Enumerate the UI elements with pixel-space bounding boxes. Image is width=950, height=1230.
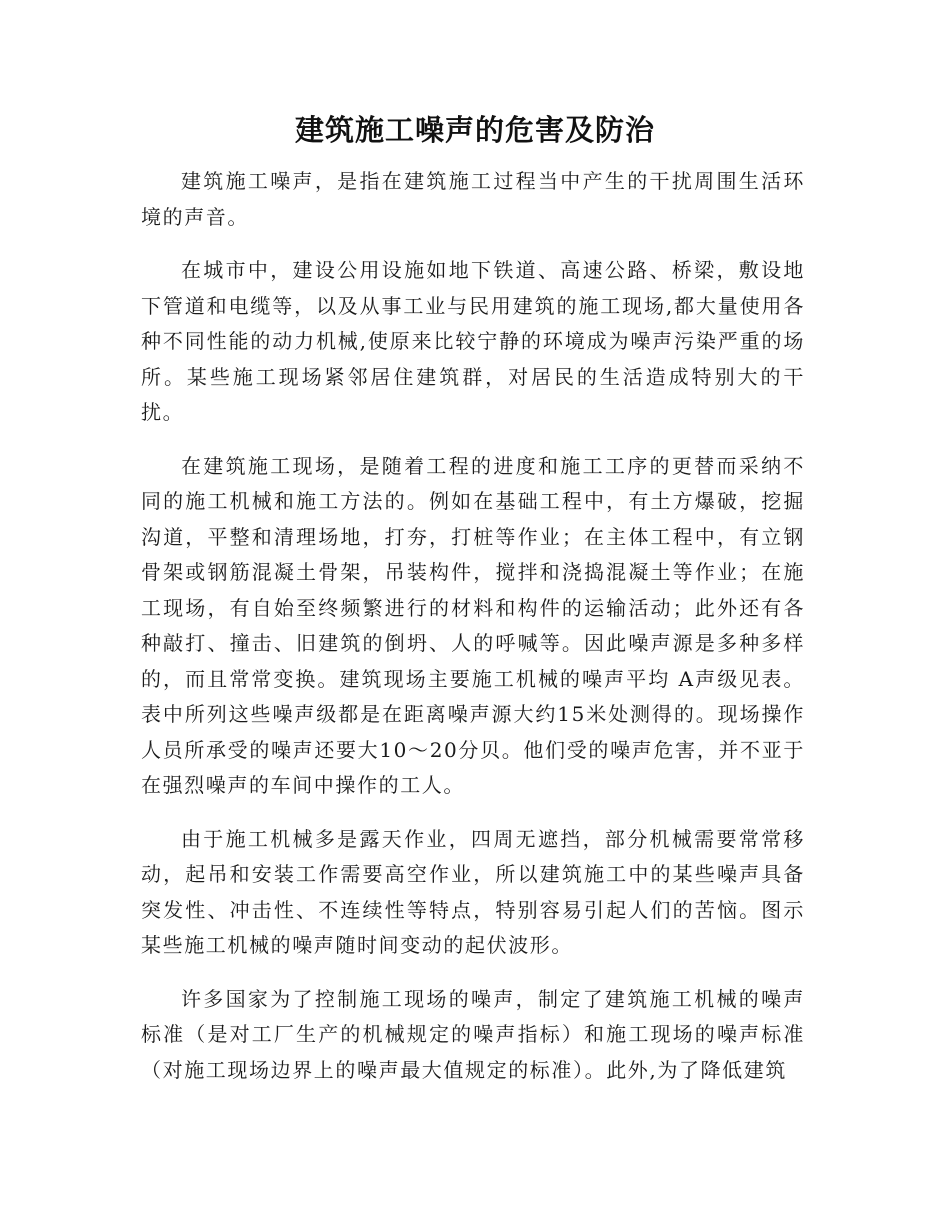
paragraph-1: 建筑施工噪声，是指在建筑施工过程当中产生的干扰周围生活环境的声音。 — [141, 169, 805, 229]
paragraph-5: 许多国家为了控制施工现场的噪声，制定了建筑施工机械的噪声标准（是对工厂生产的机械规定的噪声指标）和施工现场的噪声标准（对施工现场边界上的噪声最大值规定的标准）。此外,为了降低建筑 — [141, 986, 805, 1082]
paragraph-3: 在建筑施工现场，是随着工程的进度和施工工序的更替而采纳不同的施工机械和施工方法的。例如在基础工程中，有土方爆破，挖掘沟道，平整和清理场地，打夯，打桩等作业；在主体工程中，有立钢骨架或钢筋混凝土骨架，吊装构件，搅拌和浇捣混凝土等作业；在施工现场，有自始至终频繁进行的材料和构件的运输活动；此外还有各种敲打、撞击、旧建筑的倒坍、人的呼喊等。因此噪声源是多种多样的，而且常常变换。建筑现场主要施工机械的噪声平均 A声级见表。表中所列这些噪声级都是在距离噪声源大约15米处测得的。现场操作人员所承受的噪声还要大10～20分贝。他们受的噪声危害，并不亚于在强烈噪声的车间中操作的工人。 — [141, 453, 805, 797]
paragraph-4: 由于施工机械多是露天作业，四周无遮挡，部分机械需要常常移动，起吊和安装工作需要高空作业，所以建筑施工中的某些噪声具备突发性、冲击性、不连续性等特点，特别容易引起人们的苦恼。图示某些施工机械的噪声随时间变动的起伏波形。 — [141, 826, 805, 957]
document-body — [141, 164, 805, 1106]
paragraph-2: 在城市中，建设公用设施如地下铁道、高速公路、桥梁，敷设地下管道和电缆等，以及从事工业与民用建筑的施工现场,都大量使用各种不同性能的动力机械,使原来比较宁静的环境成为噪声污染严重的场所。某些施工现场紧邻居住建筑群，对居民的生活造成特别大的干扰。 — [141, 258, 805, 424]
document-title: 建筑施工噪声的危害及防治 — [294, 113, 655, 147]
